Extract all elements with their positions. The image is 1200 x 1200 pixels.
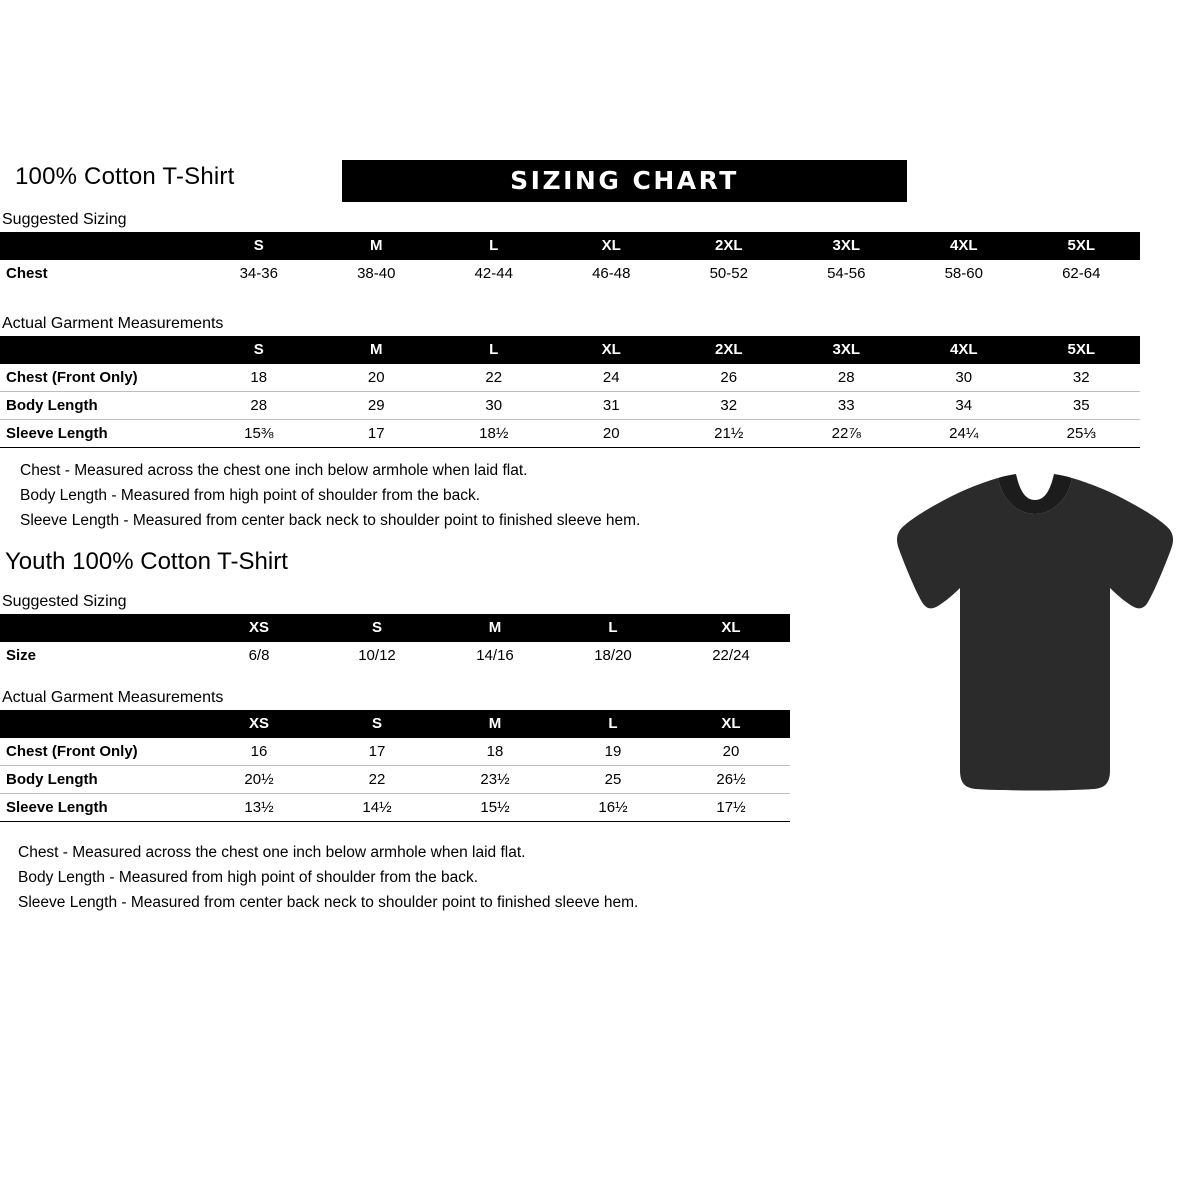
col-header: S xyxy=(200,336,318,364)
col-header: M xyxy=(436,614,554,642)
cell: 32 xyxy=(670,392,788,420)
col-header: 3XL xyxy=(788,232,906,260)
cell: 50-52 xyxy=(709,265,748,282)
table-row xyxy=(0,642,790,669)
col-header: M xyxy=(318,232,436,260)
cell: 35 xyxy=(1023,392,1141,420)
cell: 18 xyxy=(200,364,318,392)
cell: 20½ xyxy=(200,766,318,794)
cell: 14/16 xyxy=(476,647,514,664)
sizing-chart-banner-label: SIZING CHART xyxy=(510,166,739,195)
table-row xyxy=(0,420,1140,448)
adult-actual-table xyxy=(0,336,1140,448)
cell: 17½ xyxy=(672,794,790,822)
youth-notes xyxy=(18,840,638,915)
table-header-row xyxy=(0,614,790,642)
row-label: Body Length xyxy=(0,766,200,794)
table-header-row xyxy=(0,710,790,738)
cell: 46-48 xyxy=(592,265,631,282)
cell: 17 xyxy=(318,738,436,766)
adult-notes xyxy=(20,458,640,533)
cell: 30 xyxy=(905,364,1023,392)
cell: 28 xyxy=(200,392,318,420)
col-header xyxy=(0,336,200,364)
cell: 10/12 xyxy=(358,647,396,664)
col-header: S xyxy=(318,614,436,642)
table-row xyxy=(0,392,1140,420)
header xyxy=(10,160,1190,204)
youth-actual-table xyxy=(0,710,790,822)
col-header xyxy=(0,710,200,738)
cell: 16 xyxy=(200,738,318,766)
cell: 13½ xyxy=(200,794,318,822)
col-header: XS xyxy=(200,614,318,642)
table-row xyxy=(0,364,1140,392)
youth-suggested-table xyxy=(0,614,790,669)
cell: 14½ xyxy=(318,794,436,822)
cell: 15½ xyxy=(436,794,554,822)
table-row xyxy=(0,260,1140,287)
row-label: Sleeve Length xyxy=(0,420,200,448)
cell: 26 xyxy=(670,364,788,392)
row-label: Body Length xyxy=(0,392,200,420)
youth-section-title: Youth 100% Cotton T-Shirt xyxy=(5,548,288,575)
youth-note-body-length: Body Length - Measured from high point of shoulder from the back. xyxy=(18,869,479,886)
adult-note-body-length: Body Length - Measured from high point of shoulder from the back. xyxy=(20,487,481,504)
cell: 19 xyxy=(554,738,672,766)
cell: 24¼ xyxy=(905,420,1023,448)
cell: 54-56 xyxy=(827,265,866,282)
cell: 6/8 xyxy=(248,647,270,664)
col-header: L xyxy=(435,232,553,260)
col-header: XL xyxy=(672,710,790,738)
youth-note-chest: Chest - Measured across the chest one inch below armhole when laid flat. xyxy=(18,844,526,861)
cell: 18/20 xyxy=(594,647,632,664)
col-header: 4XL xyxy=(905,336,1023,364)
col-header: 5XL xyxy=(1023,336,1141,364)
col-header: 3XL xyxy=(788,336,906,364)
youth-note-sleeve-length: Sleeve Length - Measured from center back neck to shoulder point to finished sleeve hem. xyxy=(18,894,639,911)
cell: 20 xyxy=(318,364,436,392)
cell: 18 xyxy=(436,738,554,766)
adult-note-sleeve-length: Sleeve Length - Measured from center back neck to shoulder point to finished sleeve hem. xyxy=(20,512,641,529)
cell: 20 xyxy=(672,738,790,766)
cell: 17 xyxy=(318,420,436,448)
cell: 34 xyxy=(905,392,1023,420)
cell: 30 xyxy=(435,392,553,420)
col-header: L xyxy=(554,614,672,642)
row-label: Size xyxy=(6,647,37,664)
cell: 23½ xyxy=(436,766,554,794)
cell: 22 xyxy=(435,364,553,392)
cell: 34-36 xyxy=(239,265,278,282)
table-row xyxy=(0,738,790,766)
col-header: L xyxy=(554,710,672,738)
cell: 25 xyxy=(554,766,672,794)
page-title: 100% Cotton T-Shirt xyxy=(15,163,235,190)
cell: 21½ xyxy=(670,420,788,448)
col-header: M xyxy=(318,336,436,364)
cell: 28 xyxy=(788,364,906,392)
table-row xyxy=(0,766,790,794)
col-header: M xyxy=(436,710,554,738)
cell: 25⅓ xyxy=(1023,420,1141,448)
row-label: Chest (Front Only) xyxy=(0,738,200,766)
row-label: Chest xyxy=(6,265,48,282)
row-label: Sleeve Length xyxy=(0,794,200,822)
cell: 22⅞ xyxy=(788,420,906,448)
col-header: L xyxy=(435,336,553,364)
cell: 58-60 xyxy=(944,265,983,282)
table-row xyxy=(0,794,790,822)
col-header: XL xyxy=(553,336,671,364)
col-header: XL xyxy=(672,614,790,642)
cell: 22/24 xyxy=(712,647,750,664)
row-label: Chest (Front Only) xyxy=(0,364,200,392)
adult-note-chest: Chest - Measured across the chest one inch below armhole when laid flat. xyxy=(20,462,528,479)
adult-actual-label: Actual Garment Measurements xyxy=(2,315,224,332)
col-header: S xyxy=(318,710,436,738)
cell: 32 xyxy=(1023,364,1141,392)
tshirt-icon xyxy=(890,470,1180,810)
col-header: 4XL xyxy=(905,232,1023,260)
cell: 38-40 xyxy=(357,265,396,282)
cell: 18½ xyxy=(435,420,553,448)
col-header: 5XL xyxy=(1023,232,1141,260)
table-header-row xyxy=(0,336,1140,364)
youth-suggested-label: Suggested Sizing xyxy=(2,593,127,610)
cell: 31 xyxy=(553,392,671,420)
col-header: XL xyxy=(553,232,671,260)
youth-actual-label: Actual Garment Measurements xyxy=(2,689,224,706)
cell: 29 xyxy=(318,392,436,420)
tshirt-product-image xyxy=(890,470,1180,810)
sizing-chart-banner xyxy=(342,160,907,202)
cell: 24 xyxy=(553,364,671,392)
cell: 26½ xyxy=(672,766,790,794)
cell: 16½ xyxy=(554,794,672,822)
cell: 15⅜ xyxy=(200,420,318,448)
cell: 62-64 xyxy=(1062,265,1101,282)
cell: 22 xyxy=(318,766,436,794)
col-header: 2XL xyxy=(670,336,788,364)
cell: 20 xyxy=(553,420,671,448)
col-header xyxy=(0,614,200,642)
col-header: XS xyxy=(200,710,318,738)
col-header: 2XL xyxy=(670,232,788,260)
col-header xyxy=(0,232,200,260)
table-header-row xyxy=(0,232,1140,260)
cell: 42-44 xyxy=(474,265,513,282)
adult-suggested-label: Suggested Sizing xyxy=(2,211,127,228)
col-header: S xyxy=(200,232,318,260)
cell: 33 xyxy=(788,392,906,420)
adult-suggested-table xyxy=(0,232,1140,287)
